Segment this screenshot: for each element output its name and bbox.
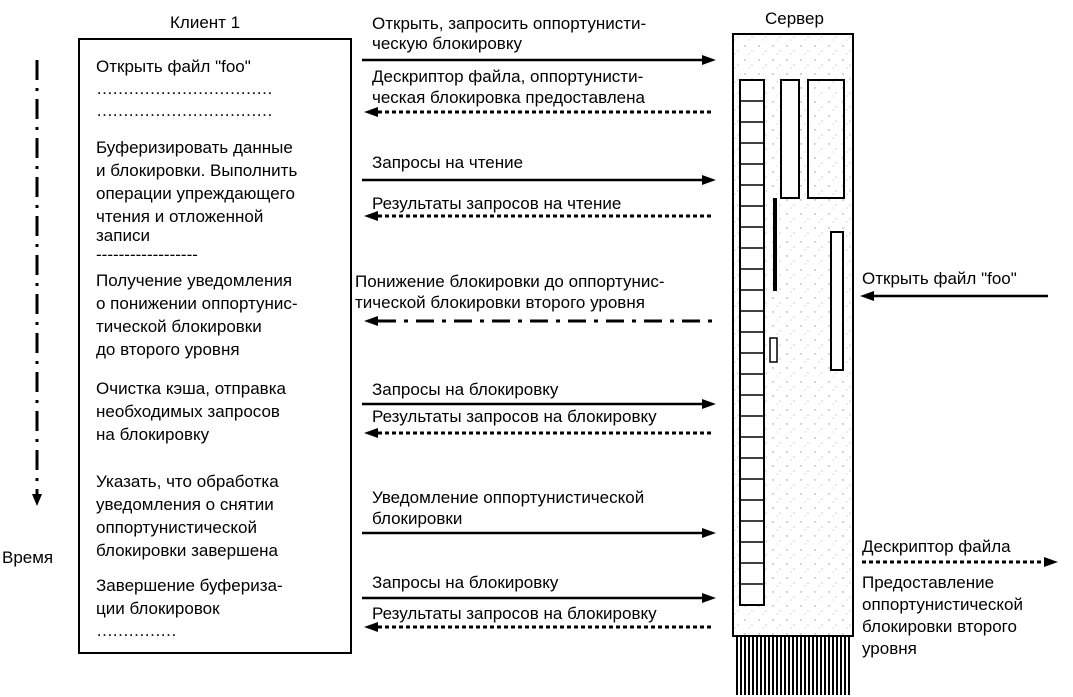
client2-response-handle: Дескриптор файла <box>862 537 1011 556</box>
client-step-line: записи <box>96 226 150 245</box>
client-step-line: о понижении оппортунис- <box>96 294 298 313</box>
client2-open-arrow <box>860 291 1048 301</box>
message-3-label: Запросы на чтение <box>372 153 524 172</box>
client-step-line: Получение уведомления <box>96 271 293 290</box>
client-step-line: и блокировки. Выполнить <box>96 161 298 180</box>
client-step-line: Завершение буфериза- <box>96 576 283 595</box>
message-10-label: Результаты запросов на блокировку <box>372 604 657 623</box>
message-4-label: Результаты запросов на чтение <box>372 194 622 213</box>
client-step-line: Открыть файл "foo" <box>96 57 251 76</box>
message-3-arrow <box>362 175 716 185</box>
message-1-arrow <box>362 55 716 65</box>
client-step-line: ции блокировок <box>96 599 220 618</box>
client2-open-request: Открыть файл "foo" <box>862 269 1017 288</box>
message-line: Уведомление оппортунистической <box>372 488 645 507</box>
client-step-line: операции упреждающего <box>96 184 295 203</box>
message-line: тической блокировки второго уровня <box>355 293 645 312</box>
client-step-line: чтения и отложенной <box>96 207 264 226</box>
client-step-line: Буферизировать данные <box>96 138 293 157</box>
client-step-line: ------------------ <box>96 245 198 264</box>
server-queue <box>740 80 764 605</box>
client-step-line: уведомления о снятии <box>96 495 274 514</box>
message-7-label: Результаты запросов на блокировку <box>372 407 657 426</box>
client-title: Клиент 1 <box>170 13 241 32</box>
client-step-line: …………… <box>96 621 176 640</box>
message-8-arrow <box>362 528 716 538</box>
message-6-arrow <box>362 399 716 409</box>
message-line: Понижение блокировки до оппортунис- <box>355 272 665 291</box>
client-step-line: тической блокировки <box>96 317 262 336</box>
message-4-arrow <box>364 211 714 221</box>
client-step-line: Указать, что обработка <box>96 472 279 491</box>
client-step-line: Очистка кэша, отправка <box>96 379 286 398</box>
message-line: Открыть, запросить оппортунисти- <box>372 14 647 33</box>
client2-response-arrow <box>862 557 1058 567</box>
client-step-line: оппортунистической <box>96 518 257 537</box>
client2-grant-line: уровня <box>862 639 917 658</box>
time-axis <box>32 60 42 506</box>
client-step-line: блокировки завершена <box>96 541 279 560</box>
client-step-line: …………………………… <box>96 101 272 120</box>
time-label: Время <box>2 548 54 567</box>
client2-grant-line: блокировки второго <box>862 617 1017 636</box>
message-6-label: Запросы на блокировку <box>372 380 559 399</box>
client-step-line: необходимых запросов <box>96 402 280 421</box>
client-step-line: на блокировку <box>96 425 210 444</box>
server-column <box>733 34 853 695</box>
message-line: ческую блокировку <box>372 34 522 53</box>
message-5-arrow <box>364 316 714 326</box>
message-10-arrow <box>364 622 714 632</box>
message-7-arrow <box>364 428 714 438</box>
client2-grant-line: Предоставление <box>862 573 995 592</box>
server-title: Сервер <box>765 9 824 28</box>
client-step-line: до второго уровня <box>96 340 240 359</box>
message-line: Дескриптор файла, оппортунисти- <box>372 67 644 86</box>
client-step-line: …………………………… <box>96 79 272 98</box>
message-line: ческая блокировка предоставлена <box>372 88 645 107</box>
message-line: блокировки <box>372 509 463 528</box>
client2-grant-line: оппортунистической <box>862 595 1023 614</box>
message-2-arrow <box>364 107 714 117</box>
message-9-arrow <box>362 593 716 603</box>
message-9-label: Запросы на блокировку <box>372 573 559 592</box>
